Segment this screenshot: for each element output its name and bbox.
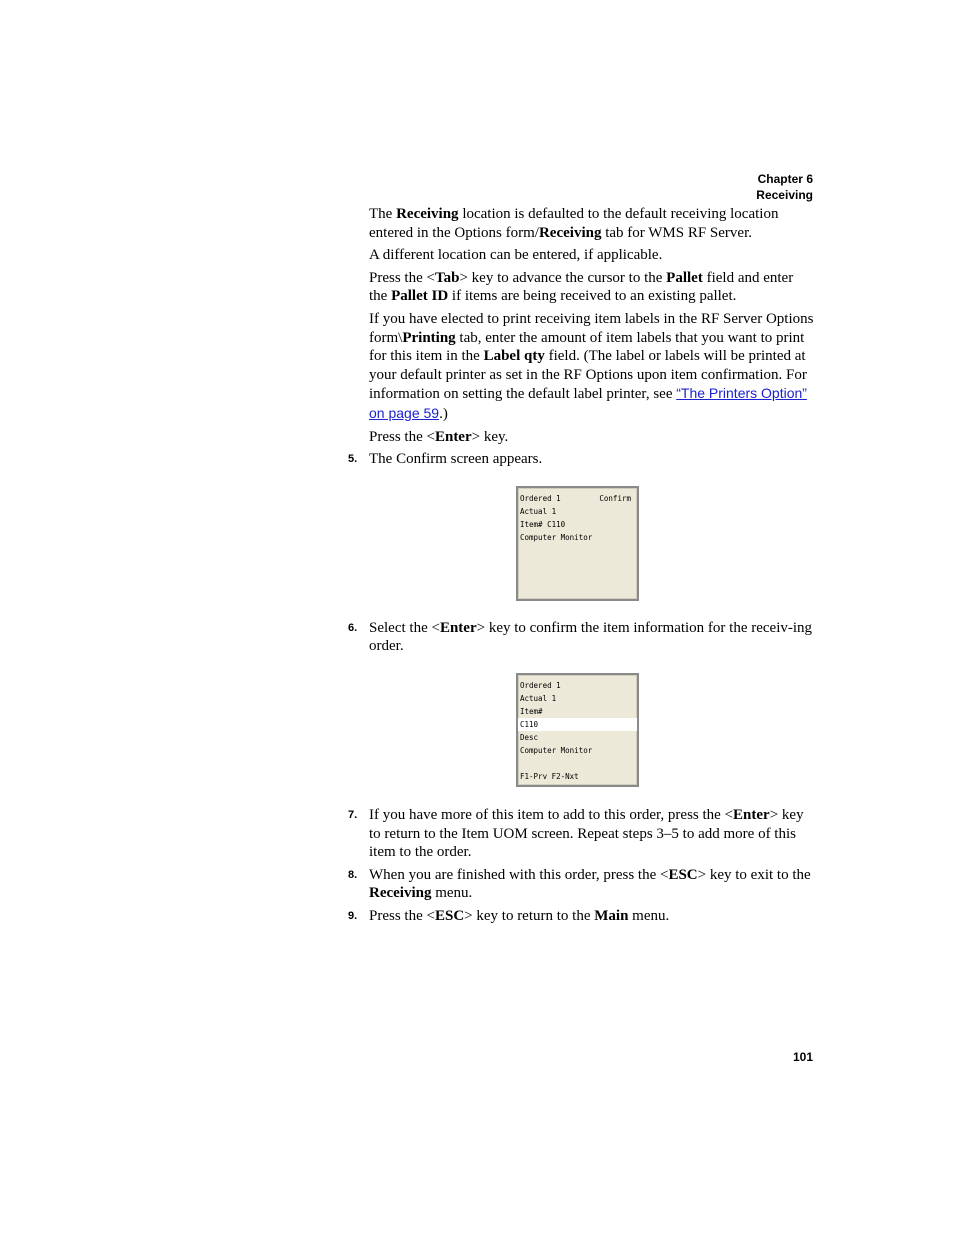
screen-line: Computer Monitor [520, 745, 593, 755]
text: > key. [471, 428, 509, 445]
text: > key to confirm the item information for the receiv-ing order. [369, 619, 813, 655]
bold-text: Tab [434, 269, 460, 286]
bold-text: Receiving [396, 206, 459, 222]
step-number: 8. [348, 868, 358, 881]
text: tab for WMS RF Server. [601, 224, 753, 241]
screen-line: Desc [520, 732, 539, 742]
bold-text: ESC [434, 907, 465, 924]
screen-line: Ordered 1 [520, 493, 561, 503]
step-5 [348, 450, 814, 469]
step-text [369, 866, 814, 903]
bold-text: Main [594, 907, 629, 924]
text: Press the < [369, 907, 435, 924]
printers-option-link[interactable]: “The Printers Option” on page 59 [369, 385, 807, 421]
screen-line: Item# [520, 706, 543, 716]
step-6 [348, 619, 814, 656]
screen-line: Ordered 1 [520, 680, 561, 690]
section-label: Receiving [756, 188, 813, 202]
running-header [756, 171, 813, 203]
text: > key to advance the cursor to the [459, 269, 667, 286]
bold-text: Enter [434, 428, 472, 445]
text: location is defaulted to the default receiving location entered in the Options form/ [369, 206, 779, 241]
screen-line: F1-Prv F2-Nxt [520, 771, 579, 781]
bold-text: Receiving [538, 224, 602, 241]
bold-text: ESC [668, 866, 698, 883]
text: Select the < [369, 619, 440, 636]
confirm-screen-image [516, 486, 639, 601]
screen-line: Actual 1 [520, 506, 557, 516]
paragraph: A different location can be entered, if applicable. [369, 247, 663, 264]
bold-text: Pallet ID [391, 288, 449, 305]
text: Press the < [369, 428, 435, 445]
bold-text: Enter [733, 806, 770, 823]
step-number: 6. [348, 621, 358, 634]
text: field. (The label or labels will be printed at your default printer as set in the RF Options upon item confirmation. For information on setting the default label printer, see [369, 348, 807, 403]
page-number: 101 [792, 1050, 813, 1064]
step-text [369, 907, 814, 926]
bold-text: Enter [439, 619, 477, 636]
text: The [369, 206, 397, 222]
paragraph [369, 428, 814, 447]
text: Press the < [369, 269, 435, 286]
step-7 [348, 806, 814, 862]
item-screen-image [516, 673, 639, 787]
step-text: The Confirm screen appears. [369, 451, 543, 468]
step-number: 5. [348, 453, 358, 466]
step-number: 7. [348, 808, 358, 821]
paragraph [369, 205, 814, 242]
text: If you have more of this item to add to this order, press the < [369, 806, 734, 823]
step-8 [348, 866, 814, 903]
step-text [369, 619, 814, 656]
screen-line-highlighted: C110 [518, 718, 637, 731]
bold-text: Printing [402, 329, 456, 346]
text: tab, enter the amount of item labels that you want to print for this item in the [369, 329, 805, 365]
screen-line [518, 757, 637, 770]
screen-line: Item# C110 [520, 519, 566, 529]
text: > key to exit to the [697, 866, 811, 883]
bold-text: Receiving [369, 885, 432, 902]
text: if items are being received to an existing pallet. [448, 288, 737, 305]
step-9 [348, 907, 814, 926]
bold-text: Label qty [483, 348, 545, 365]
step-number: 9. [348, 909, 358, 922]
text: When you are finished with this order, press the < [369, 866, 669, 883]
text: > key to return to the Item UOM screen. Repeat steps 3–5 to add more of this item to the order. [369, 806, 804, 861]
step-text [369, 806, 814, 862]
screen-line: Actual 1 [520, 693, 557, 703]
bold-text: Pallet [666, 269, 703, 286]
chapter-label: Chapter 6 [757, 172, 813, 186]
paragraph [369, 269, 814, 306]
text: menu. [431, 885, 473, 902]
text: field and enter the [369, 269, 794, 305]
screen-line: Computer Monitor [520, 532, 593, 542]
text: If you have elected to print receiving item labels in the RF Server Options form\ [369, 310, 814, 346]
screen-confirm-label: Confirm [599, 493, 631, 503]
text: menu. [628, 907, 670, 924]
paragraph [369, 310, 814, 424]
text: > key to return to the [464, 907, 595, 924]
text: .) [439, 405, 448, 422]
page-content [348, 205, 814, 929]
